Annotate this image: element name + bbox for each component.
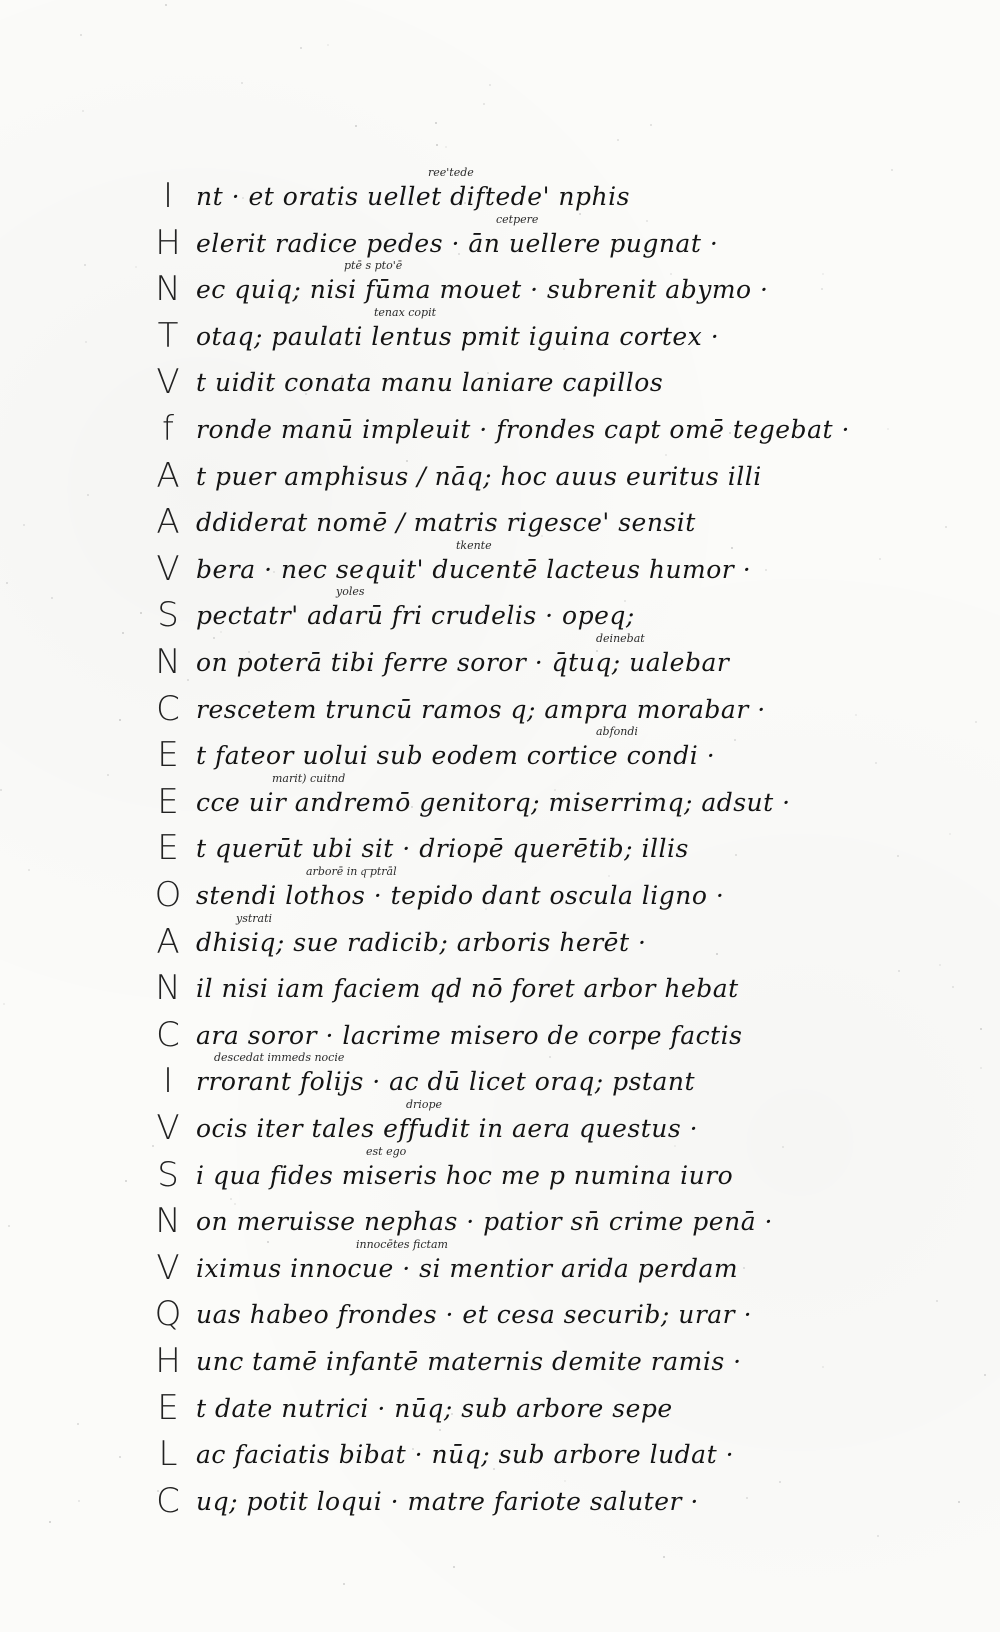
paper-speck (670, 273, 672, 275)
line-text: t querūt ubi sit · driopē querētib; illis (196, 834, 689, 864)
paper-speck (855, 714, 857, 716)
paper-speck (743, 1267, 745, 1269)
interlinear-gloss: tenax copit (374, 305, 437, 319)
manuscript-line (150, 1051, 970, 1107)
paper-speck (596, 650, 598, 652)
interlinear-gloss: ree'tede (428, 166, 474, 179)
paper-speck (343, 1583, 345, 1585)
paper-speck (653, 1408, 655, 1410)
line-initial: f (162, 409, 174, 449)
manuscript-line (150, 1434, 970, 1480)
interlinear-gloss: ptē s pto'ē (344, 259, 403, 273)
paper-speck (213, 637, 215, 639)
manuscript-line (150, 456, 970, 502)
manuscript-line (150, 259, 970, 315)
paper-speck (654, 795, 656, 797)
paper-speck (624, 600, 626, 602)
paper-speck (782, 1146, 784, 1148)
line-text: bera · nec sequit' ducentē lacteus humor · (196, 554, 752, 584)
paper-speck (267, 1241, 269, 1243)
line-initial: V (156, 1247, 180, 1288)
line-initial: A (156, 502, 180, 543)
paper-speck (327, 44, 329, 46)
paper-speck (23, 524, 25, 526)
manuscript-line (150, 362, 970, 408)
manuscript-line (150, 828, 970, 874)
manuscript-line (150, 1388, 970, 1434)
manuscript-line (150, 1098, 970, 1154)
manuscript-line (150, 771, 970, 828)
line-initial: Q (154, 1294, 182, 1335)
line-initial: H (155, 1341, 181, 1381)
paper-speck (451, 1413, 453, 1415)
paper-speck (952, 986, 954, 988)
paper-speck (408, 1103, 410, 1105)
paper-speck (122, 632, 124, 634)
paper-speck (646, 220, 648, 222)
paper-speck (406, 460, 408, 462)
line-text: ddiderat nomē / matris rigesce' sensit (196, 508, 696, 538)
line-text: i qua fides miseris hoc me p numina iuro (196, 1160, 734, 1190)
paper-speck (563, 348, 565, 350)
paper-speck (248, 651, 250, 653)
paper-speck (945, 526, 947, 528)
manuscript-line (150, 968, 970, 1014)
line-text: unc tamē infantē maternis demite ramis · (196, 1347, 742, 1376)
paper-speck (980, 1067, 982, 1069)
paper-speck (273, 571, 275, 573)
line-initial: S (157, 1154, 179, 1195)
paper-speck (821, 288, 823, 290)
line-text: nt · et oratis uellet diftede' nphis (196, 182, 630, 211)
line-initial: N (155, 968, 181, 1009)
paper-speck (665, 454, 667, 456)
paper-speck (975, 721, 977, 723)
paper-speck (897, 855, 899, 857)
paper-speck (734, 739, 736, 741)
paper-speck (489, 84, 491, 86)
paper-speck (779, 1481, 781, 1483)
interlinear-gloss: cetpere (496, 212, 539, 226)
paper-speck (385, 297, 387, 299)
paper-speck (949, 833, 951, 835)
manuscript-line (150, 212, 970, 269)
paper-speck (608, 875, 610, 877)
line-text: otaq; paulati lentus pmit iguina cortex · (196, 321, 720, 351)
line-initial: T (157, 315, 179, 356)
interlinear-gloss: est ego (366, 1144, 407, 1158)
paper-speck (554, 789, 556, 791)
line-text: t date nutrici · nūq; sub arbore sepe (196, 1393, 673, 1423)
paper-speck (300, 47, 302, 49)
paper-speck (674, 1145, 676, 1147)
paper-speck (332, 901, 334, 903)
paper-speck (355, 125, 357, 127)
paper-speck (3, 1003, 5, 1005)
paper-speck (650, 124, 652, 126)
paper-speck (119, 1456, 121, 1458)
paper-speck (140, 612, 142, 614)
paper-speck (564, 1480, 566, 1482)
line-text: ocis iter tales effudit in aera questus · (196, 1114, 699, 1143)
paper-speck (887, 428, 889, 430)
paper-speck (412, 1448, 414, 1450)
manuscript-line (150, 305, 970, 362)
manuscript-line (150, 1341, 970, 1387)
line-initial: N (155, 1201, 181, 1242)
paper-speck (306, 997, 308, 999)
line-text: ara soror · lacrime misero de corpe factis (196, 1020, 743, 1050)
paper-speck (152, 1145, 154, 1147)
manuscript-line (150, 1481, 970, 1527)
paper-speck (485, 908, 487, 910)
paper-speck (135, 266, 137, 268)
paper-speck (735, 854, 737, 856)
paper-speck (709, 1035, 711, 1037)
paper-speck (241, 82, 243, 84)
paper-speck (822, 273, 824, 275)
paper-speck (604, 622, 606, 624)
line-initial: E (157, 1387, 179, 1428)
paper-speck (898, 970, 900, 972)
paper-speck (49, 1521, 51, 1523)
line-text: t puer amphisus / nāq; hoc auus euritus illi (196, 461, 762, 491)
line-initial: I (162, 176, 174, 216)
paper-speck (241, 718, 243, 720)
paper-speck (119, 719, 121, 721)
interlinear-gloss: tkente (456, 538, 492, 552)
paper-speck (8, 1225, 10, 1227)
paper-speck (493, 1468, 495, 1470)
paper-speck (87, 494, 89, 496)
manuscript-line (150, 1144, 970, 1201)
paper-speck (439, 1429, 441, 1431)
line-initial: C (156, 1014, 180, 1055)
paper-speck (522, 510, 524, 512)
line-initial: V (156, 1108, 180, 1148)
line-text: ac faciatis bibat · nūq; sub arbore ludat · (196, 1440, 735, 1470)
paper-speck (436, 144, 438, 146)
paper-speck (483, 103, 485, 105)
interlinear-gloss: yoles (336, 585, 365, 599)
paper-speck (875, 762, 877, 764)
paper-speck (490, 710, 492, 712)
line-initial: N (155, 269, 181, 310)
paper-speck (341, 375, 343, 377)
line-initial: C (156, 1480, 180, 1521)
paper-speck (458, 253, 460, 255)
paper-speck (958, 1501, 960, 1503)
line-text: il nisi iam faciem qd nō foret arbor hebat (196, 974, 739, 1004)
paper-speck (617, 139, 619, 141)
line-initial: N (155, 642, 181, 682)
manuscript-line (150, 409, 970, 455)
paper-speck (729, 432, 731, 434)
interlinear-gloss: driope (406, 1098, 442, 1111)
manuscript-line (150, 166, 970, 222)
paper-speck (230, 1198, 232, 1200)
line-text: stendi lothos · tepido dant oscula ligno · (196, 881, 725, 910)
line-text: uas habeo frondes · et cesa securib; urar · (196, 1300, 753, 1330)
manuscript-line (150, 911, 970, 968)
paper-speck (765, 569, 767, 571)
line-text: t fateor uolui sub eodem cortice condi · (196, 741, 716, 771)
line-text: ronde manū impleuit · frondes capt omē tegebat · (196, 415, 850, 444)
manuscript-line (150, 865, 970, 921)
paper-speck (453, 1566, 455, 1568)
paper-speck (445, 146, 447, 148)
paper-speck (220, 631, 222, 633)
paper-speck (51, 597, 53, 599)
paper-speck (939, 964, 941, 966)
manuscript-line (150, 632, 970, 688)
interlinear-gloss: deinebat (596, 632, 645, 645)
interlinear-gloss: descedat immeds nocie (214, 1051, 345, 1065)
paper-speck (305, 393, 307, 395)
paper-speck (822, 1366, 824, 1368)
line-text: ec quiq; nisi fūma mouet · subrenit abymo · (196, 275, 769, 305)
paper-speck (879, 558, 881, 560)
paper-speck (28, 869, 30, 871)
paper-speck (435, 611, 437, 613)
paper-speck (80, 34, 82, 36)
paper-speck (746, 1497, 748, 1499)
line-text: t uidit conata manu laniare capillos (196, 368, 664, 398)
line-initial: E (157, 781, 179, 822)
line-text: iximus innocue · si mentior arida perdam (196, 1253, 739, 1283)
paper-speck (579, 213, 581, 215)
manuscript-line (150, 1294, 970, 1340)
line-initial: I (162, 1061, 174, 1102)
paper-speck (936, 1300, 938, 1302)
paper-speck (464, 202, 466, 204)
paper-speck (411, 806, 413, 808)
paper-speck (232, 1088, 234, 1090)
line-text: cce uir andremō genitorq; miserrimq; adsut · (196, 787, 791, 817)
line-initial: E (157, 735, 179, 776)
line-initial: E (157, 828, 179, 869)
line-initial: H (155, 222, 181, 263)
paper-speck (0, 789, 2, 791)
interlinear-gloss: arborē in q͞ ptrāl (306, 865, 397, 878)
manuscript-line (150, 1237, 970, 1294)
line-initial: L (158, 1434, 178, 1475)
paper-speck (85, 341, 87, 343)
paper-speck (739, 1037, 741, 1039)
line-text: on meruisse nephas · patior sn̄ crime penā · (196, 1207, 773, 1237)
paper-speck (157, 1490, 159, 1492)
paper-speck (716, 953, 718, 955)
paper-speck (84, 264, 86, 266)
line-text: uq; potit loqui · matre fariote saluter · (196, 1486, 699, 1516)
line-initial: S (157, 595, 179, 636)
interlinear-gloss: marit) cuitnd (272, 771, 346, 785)
line-text: elerit radice pedes · ān uellere pugnat · (196, 228, 719, 258)
interlinear-gloss: innocētes fictam (356, 1237, 448, 1251)
paper-speck (984, 1374, 986, 1376)
paper-speck (663, 1556, 665, 1558)
manuscript-line (150, 689, 970, 735)
paper-speck (78, 1500, 80, 1502)
paper-speck (877, 1535, 879, 1537)
line-initial: V (156, 548, 180, 589)
line-initial: A (156, 455, 180, 496)
manuscript-line (150, 502, 970, 548)
line-initial: V (156, 362, 180, 403)
paper-speck (82, 110, 84, 112)
paper-speck (980, 1028, 982, 1030)
paper-speck (487, 372, 489, 374)
line-text: on poterā tibi ferre soror · q̄tuq; ualebar (196, 648, 730, 677)
line-text: pectatr' adarū fri crudelis · opeq; (196, 601, 635, 631)
line-text: rescetem truncū ramos q; ampra morabar · (196, 694, 766, 724)
line-initial: A (156, 921, 180, 962)
line-text: rrorant folijs · ac dū licet oraq; pstant (196, 1067, 696, 1097)
paper-speck (77, 1423, 79, 1425)
manuscript-line (150, 1201, 970, 1247)
paper-speck (891, 169, 893, 171)
paper-speck (6, 582, 8, 584)
line-initial: O (154, 875, 182, 915)
paper-speck (125, 1180, 127, 1182)
paper-speck (446, 711, 448, 713)
interlinear-gloss: ystrati (236, 911, 273, 925)
manuscript-line (150, 585, 970, 641)
paper-speck (549, 1056, 551, 1058)
line-initial: C (156, 688, 180, 729)
paper-speck (435, 122, 437, 124)
paper-speck (731, 547, 733, 549)
paper-speck (541, 535, 543, 537)
paper-speck (228, 479, 230, 481)
paper-speck (242, 197, 244, 199)
interlinear-gloss: abfondi (596, 725, 638, 739)
line-text: dhisiq; sue radicib; arboris herēt · (196, 927, 647, 957)
paper-speck (107, 774, 109, 776)
paper-speck (234, 1203, 236, 1205)
paper-speck (187, 679, 189, 681)
paper-speck (165, 4, 167, 6)
